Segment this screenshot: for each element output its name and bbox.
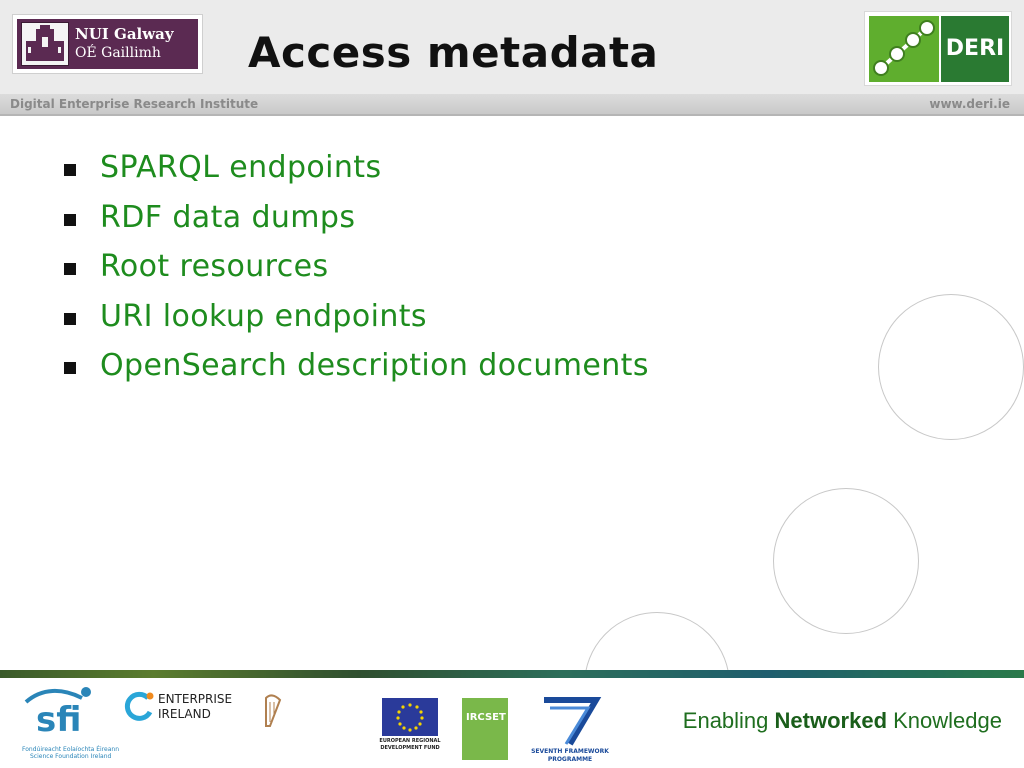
harp-icon <box>262 692 284 728</box>
decorative-circle <box>878 294 1024 440</box>
nui-galway-logo-panel <box>17 19 198 69</box>
sfi-logo-text: sfi <box>36 700 82 740</box>
nui-logo-line2: OÉ Gaillimh <box>75 45 161 61</box>
enterprise-ireland-swirl-icon <box>122 690 156 724</box>
bullet-text: SPARQL endpoints <box>100 150 382 185</box>
slide-title: Access metadata <box>248 28 659 77</box>
ircset-logo-text: IRCSET <box>466 712 506 723</box>
footer-band <box>0 670 1024 678</box>
bullet-text: OpenSearch description documents <box>100 348 649 383</box>
deri-linked-nodes-icon <box>869 16 939 82</box>
deri-wordmark <box>941 16 1009 82</box>
national-development-plan-logo <box>262 690 358 730</box>
deri-logo <box>864 11 1012 86</box>
square-bullet-icon <box>64 164 76 176</box>
sfi-caption-english: Science Foundation Ireland <box>30 753 112 760</box>
square-bullet-icon <box>64 263 76 275</box>
nui-galway-logo <box>12 14 203 74</box>
fp7-caption: SEVENTH FRAMEWORK PROGRAMME <box>531 748 609 763</box>
enterprise-ireland-line1: ENTERPRISE <box>158 692 233 706</box>
bullet-text: URI lookup endpoints <box>100 298 427 334</box>
eu-flag-icon <box>382 698 438 736</box>
tagline <box>683 708 1002 734</box>
header <box>0 0 1024 94</box>
sfi-caption-irish: Fondúireacht Eolaíochta Éireann <box>22 746 120 753</box>
enterprise-ireland-logo <box>122 688 232 728</box>
square-bullet-icon <box>64 313 76 325</box>
bullet-text: Root resources <box>100 249 329 284</box>
decorative-circle <box>773 488 919 634</box>
fp7-seven-icon <box>530 694 610 748</box>
institute-url: www.deri.ie <box>929 97 1010 111</box>
sfi-logo <box>22 680 120 760</box>
square-bullet-icon <box>64 214 76 226</box>
footer <box>0 678 1024 768</box>
tagline-suffix: Knowledge <box>887 708 1002 733</box>
quadrangle-building-icon <box>21 22 69 66</box>
eu-regional-fund-logo <box>379 698 441 760</box>
ircset-logo <box>462 698 508 760</box>
tagline-prefix: Enabling <box>682 708 775 733</box>
enterprise-ireland-line2: IRELAND <box>158 707 211 721</box>
bullet-text: RDF data dumps <box>100 199 356 235</box>
nui-logo-line1: NUI Galway <box>75 25 174 43</box>
square-bullet-icon <box>64 362 76 374</box>
deri-logo-text: DERI <box>945 36 1005 61</box>
institute-bar <box>0 94 1024 116</box>
institute-name: Digital Enterprise Research Institute <box>10 97 259 111</box>
eu-fund-caption: EUROPEAN REGIONAL DEVELOPMENT FUND <box>379 738 441 751</box>
fp7-logo <box>530 694 610 764</box>
tagline-bold: Networked <box>774 708 888 733</box>
